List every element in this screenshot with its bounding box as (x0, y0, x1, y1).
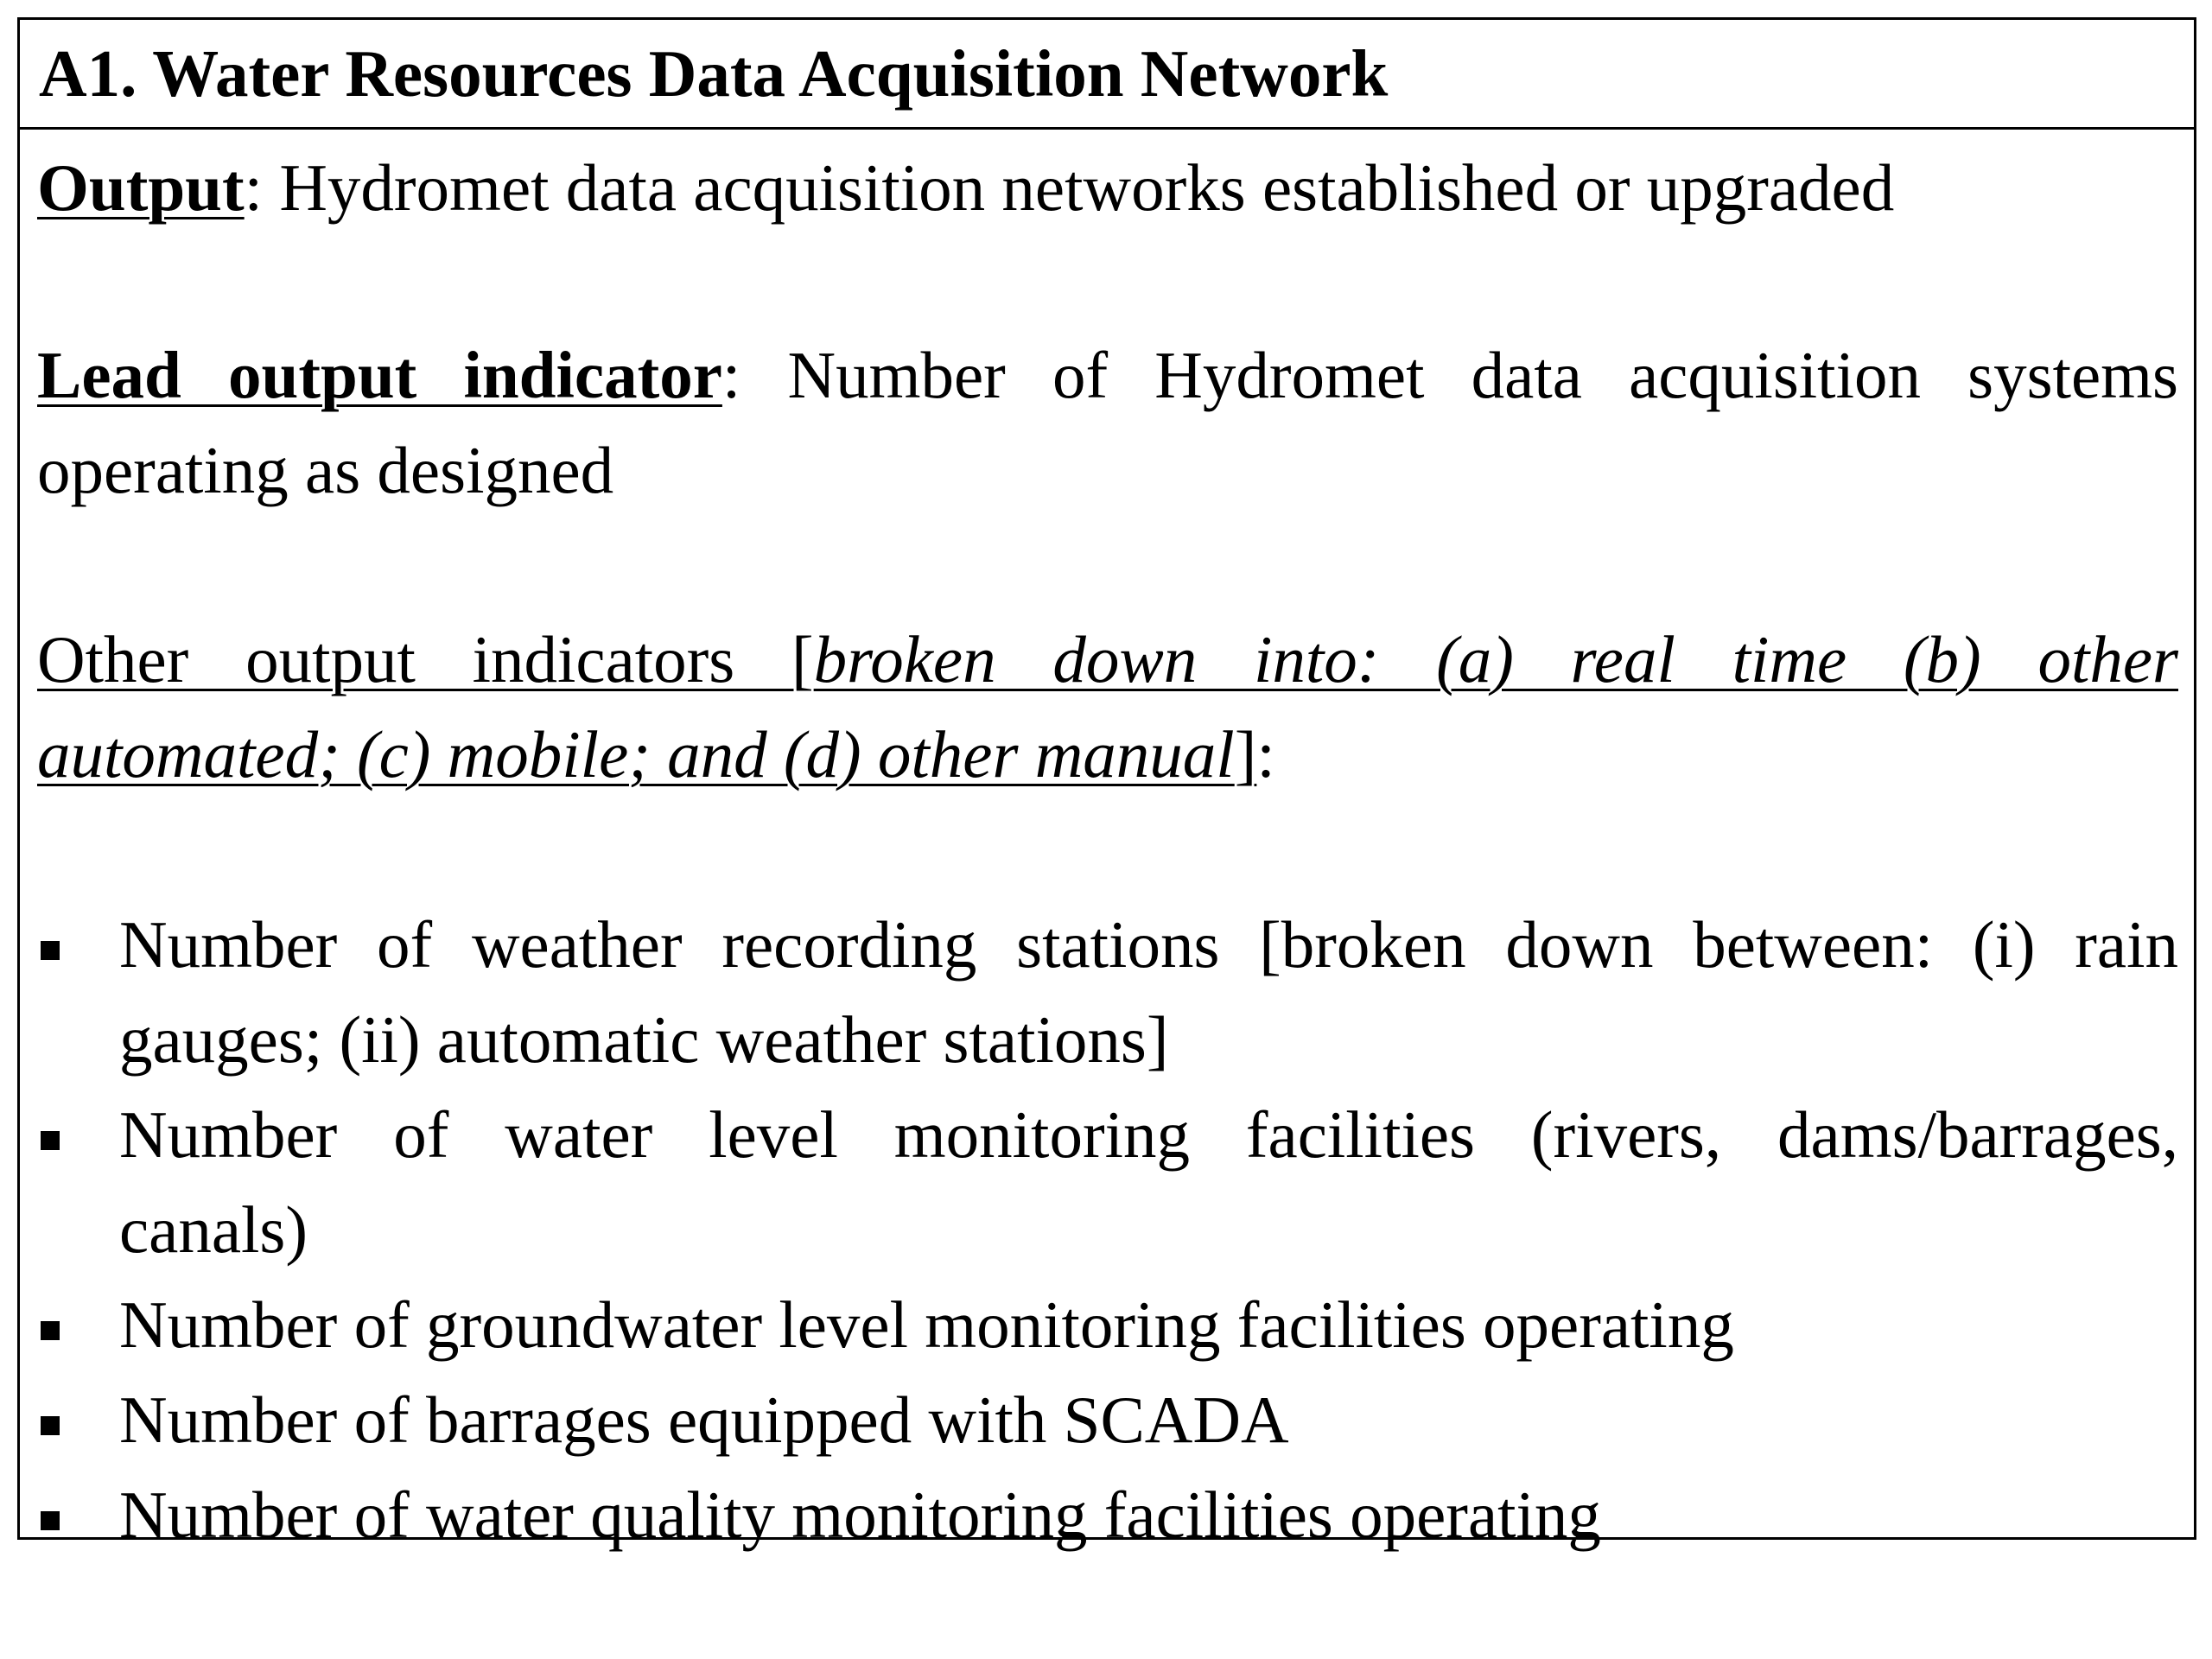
bullet-marker (41, 1511, 60, 1530)
bullet-4-line-1: Number of barrages equipped with SCADA (119, 1382, 1289, 1457)
lead-text-1: Number of Hydromet data acquisition systems (741, 338, 2178, 412)
bullet-5-line-1: Number of water quality monitoring facilities operating (119, 1478, 1601, 1552)
other-underlined-2 (37, 717, 1256, 791)
bullet-1-line-2: gauges; (ii) automatic weather stations] (119, 1002, 1169, 1077)
bullet-2-line-2: canals) (119, 1192, 308, 1267)
other-plain: Other output indicators [ (37, 622, 814, 696)
lead-label: Lead output indicator (37, 338, 722, 412)
other-close-bracket: ] (1234, 717, 1257, 791)
bullet-3-line-1: Number of groundwater level monitoring facilities operating (119, 1287, 1734, 1362)
other-italic-2: automated; (c) mobile; and (d) other manual (37, 717, 1235, 791)
output-label: Output (37, 150, 245, 225)
output-sep: : (244, 150, 264, 225)
table-title: A1. Water Resources Data Acquisition Network (20, 20, 2194, 130)
indicator-table (17, 17, 2196, 1552)
other-italic-1: broken down into: (a) real time (b) other (813, 622, 2178, 696)
lead-indicator-line-1 (37, 327, 2178, 423)
other-indicators-line-1 (37, 612, 2178, 707)
bullet-marker (41, 1321, 60, 1340)
lead-indicator-line-2: operating as designed (37, 433, 614, 507)
other-colon: : (1256, 717, 1275, 791)
bullet-marker (41, 941, 60, 960)
lead-sep: : (721, 338, 741, 412)
output-line (37, 140, 1894, 235)
output-text: Hydromet data acquisition networks established or upgraded (263, 150, 1895, 225)
other-indicators-line-2 (37, 707, 1275, 802)
bullet-1-line-1: Number of weather recording stations [broken down between: (i) rain (119, 907, 2178, 982)
bullet-marker (41, 1416, 60, 1435)
bullet-2-line-1: Number of water level monitoring facilities (rivers, dams/barrages, (119, 1097, 2178, 1172)
bullet-marker (41, 1131, 60, 1150)
